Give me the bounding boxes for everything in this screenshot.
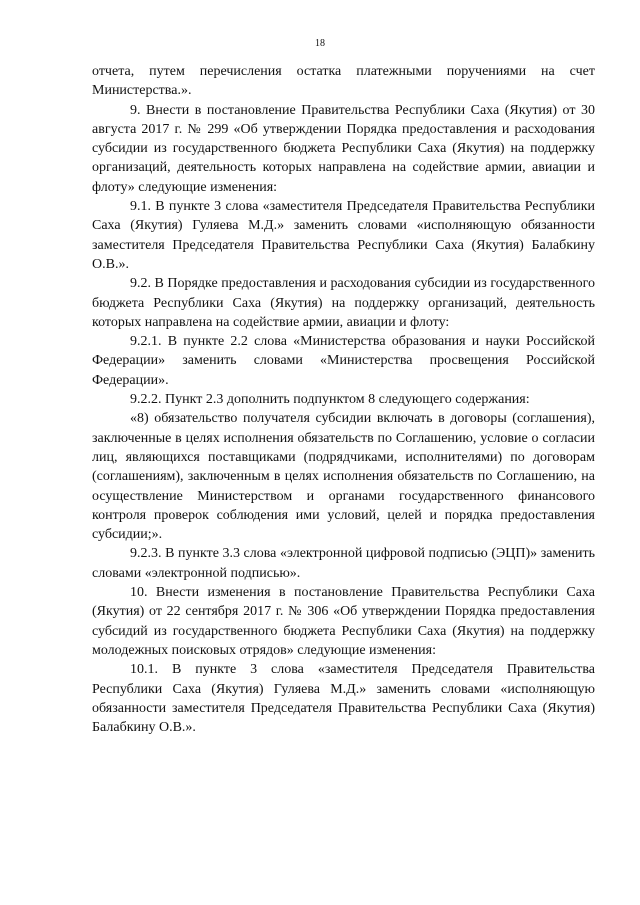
page-number: 18 [315,38,325,49]
paragraph-item-9-2-2: 9.2.2. Пункт 2.3 дополнить подпунктом 8 следующего содержания: [130,392,530,408]
document-body [92,62,595,737]
paragraph-quoted-subitem-8: «8) обязательство получателя субсидии включать в договоры (соглашения), заключенные в целях исполнения обязательств по Соглашению, условие о согласии лиц, являющихся поставщиками (подрядчиками, исполнителями) по договорам (соглашениям), заключенным в целях исполнения обязательств по Соглашению, на осуществление Министерством и органами государственного финансового контроля проверок соблюдения ими условий, целей и порядка предоставления субсидии;». [92,411,595,543]
paragraph-item-9-2-3: 9.2.3. В пункте 3.3 слова «электронной цифровой подписью (ЭЦП)» заменить словами «электронной подписью». [92,546,595,581]
paragraph-item-9: 9. Внести в постановление Правительства Республики Саха (Якутия) от 30 августа 2017 г. № 299 «Об утверждении Порядка предоставления и расходования субсидии из государственного бюджета Республики Саха (Якутия) на поддержку организаций, деятельность которых направлена на содействие армии, авиации и флоту» следующие изменения: [92,102,595,195]
paragraph-continuation: отчета, путем перечисления остатка платежными поручениями на счет Министерства.». [92,64,595,99]
paragraph-item-10-1: 10.1. В пункте 3 слова «заместителя Председателя Правительства Республики Саха (Якутия) Гуляева М.Д.» заменить словами «исполняющую обязанности заместителя Председателя Правительства Республики Саха (Якутия) Балабкину О.В.». [92,662,595,736]
paragraph-item-10: 10. Внести изменения в постановление Правительства Республики Саха (Якутия) от 22 сентября 2017 г. № 306 «Об утверждении Порядка предоставления субсидий из государственного бюджета Республики Саха (Якутия) на поддержку молодежных поисковых отрядов» следующие изменения: [92,585,595,658]
paragraph-item-9-1: 9.1. В пункте 3 слова «заместителя Председателя Правительства Республики Саха (Якутия) Гуляева М.Д.» заменить словами «исполняющую обязанности заместителя Председателя Правительства Республики Саха (Якутия) Балабкину О.В.». [92,199,595,272]
paragraph-item-9-2: 9.2. В Порядке предоставления и расходования субсидии из государственного бюджета Республики Саха (Якутия) на поддержку организаций, деятельность которых направлена на содействие армии, авиации и флоту: [92,276,595,330]
paragraph-item-9-2-1: 9.2.1. В пункте 2.2 слова «Министерства образования и науки Российской Федерации» заменить словами «Министерства просвещения Российской Федерации». [92,334,595,388]
